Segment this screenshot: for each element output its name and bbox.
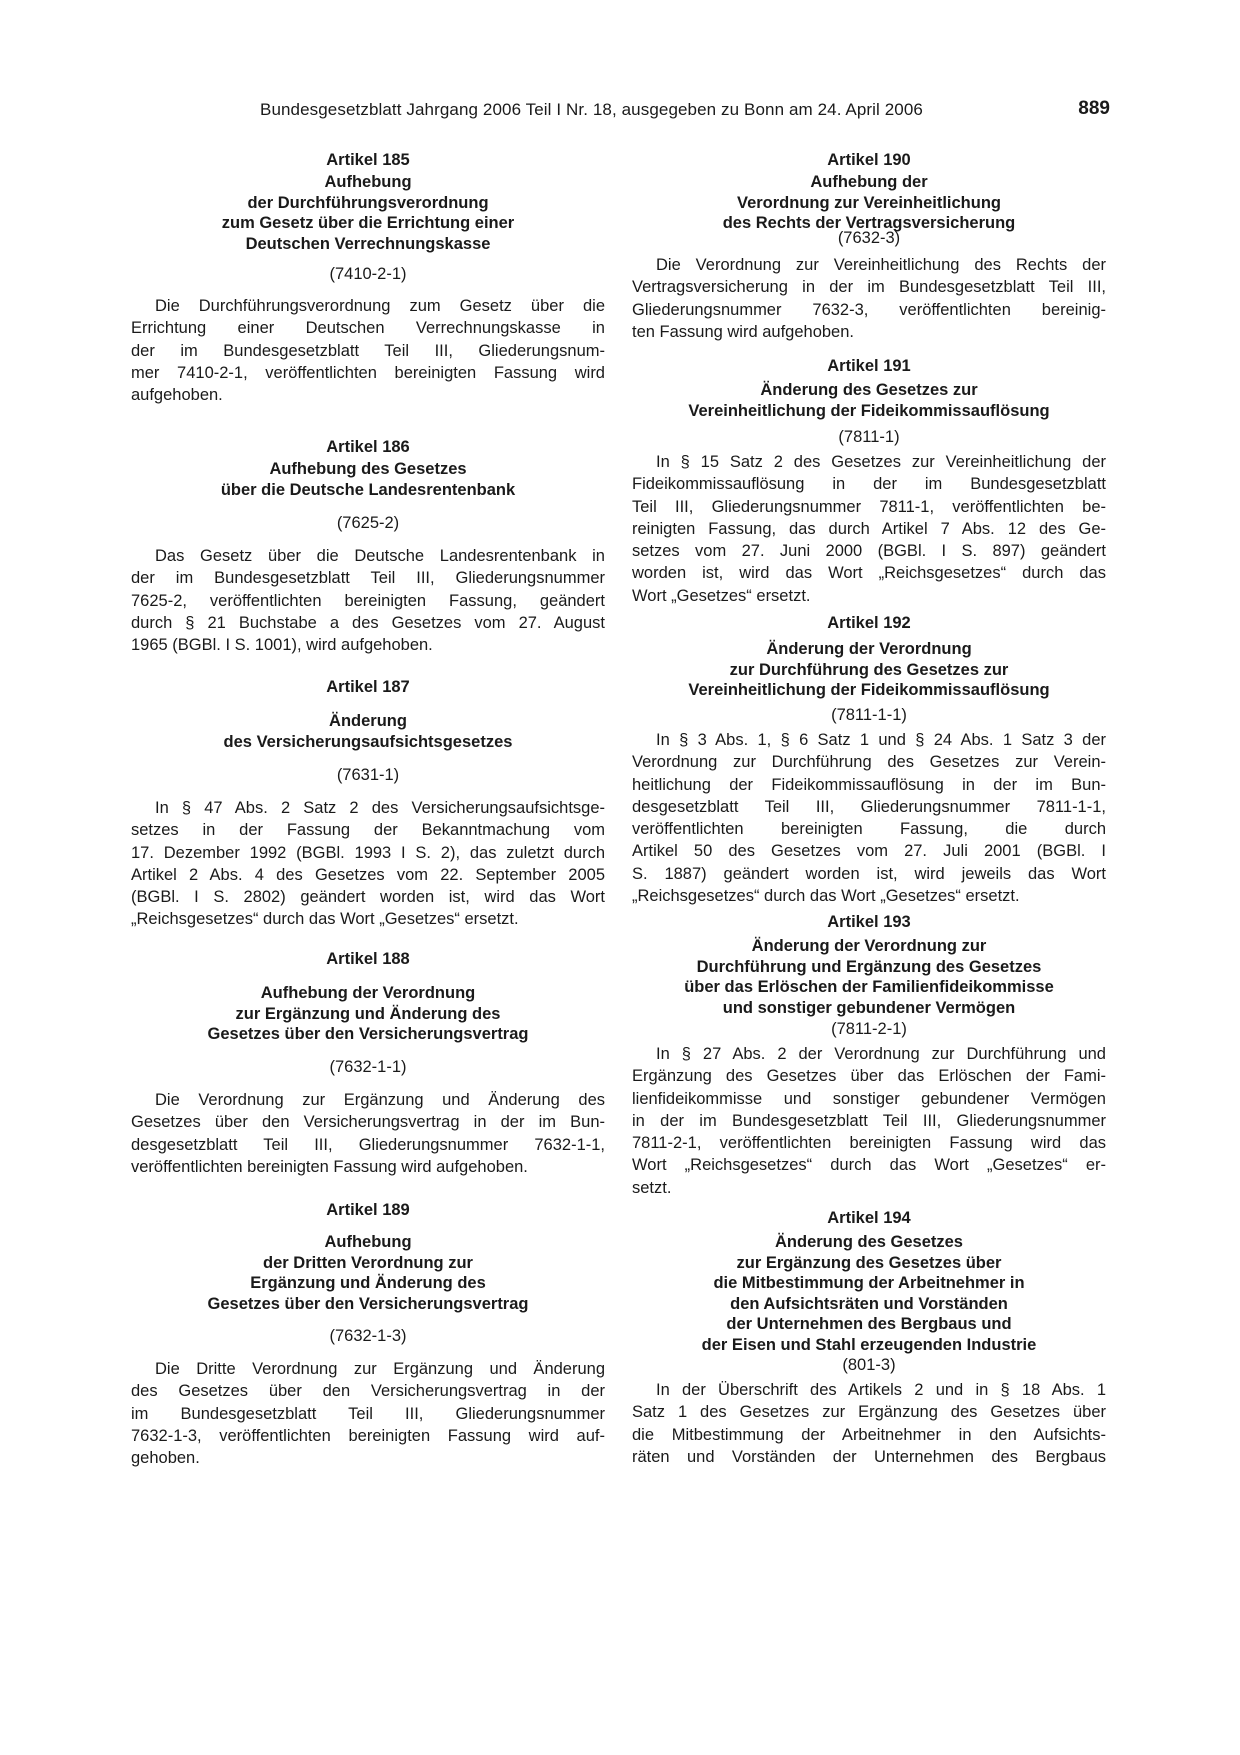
article-body-line: aufgehoben.	[131, 386, 223, 405]
article-title-line: der Unternehmen des Bergbaus und	[726, 1315, 1012, 1333]
article-body-line: In § 3 Abs. 1, § 6 Satz 1 und § 24 Abs. 1 Satz 3 der	[656, 731, 1106, 749]
article-body-line: 7625-2, veröffentlichten bereinigten Fassung, geändert	[131, 591, 605, 610]
article-body-line: 7632-1-3, veröffentlichten bereinigten Fassung wird auf-	[131, 1426, 605, 1445]
article-number: Artikel 194	[827, 1209, 911, 1227]
article-body-line: setzt.	[632, 1178, 672, 1197]
article-body-line: Gesetzes über den Versicherungsvertrag in der im Bun-	[131, 1113, 605, 1132]
article-body-line: setzes in der Fassung der Bekanntmachung vom	[131, 821, 605, 840]
article-title	[131, 711, 605, 752]
article-number: Artikel 189	[326, 1201, 410, 1219]
article-title-line: Änderung des Gesetzes zur	[760, 381, 978, 399]
article-body	[131, 295, 605, 406]
article-body-line: Das Gesetz über die Deutsche Landesrentenbank in	[155, 547, 605, 565]
article-body-line: In der Überschrift des Artikels 2 und in § 18 Abs. 1	[656, 1381, 1106, 1399]
article-body-line: veröffentlichten bereinigten Fassung, die durch	[632, 820, 1106, 839]
article-body-line: desgesetzblatt Teil III, Gliederungsnummer 7632-1-1,	[131, 1135, 605, 1154]
article-body-line: desgesetzblatt Teil III, Gliederungsnummer 7811-1-1,	[632, 797, 1106, 816]
article-code: (7811-2-1)	[831, 1020, 907, 1038]
article-body-line: (BGBl. I S. 2802) geändert worden ist, wird das Wort	[131, 888, 605, 907]
article-number: Artikel 190	[827, 151, 911, 169]
article-title	[632, 172, 1106, 234]
article-body	[131, 545, 605, 656]
article-body-line: des Gesetzes über den Versicherungsvertrag in der	[131, 1382, 605, 1401]
article-code: (7625-2)	[336, 514, 400, 532]
article-title-line: der Durchführungsverordnung	[247, 193, 489, 212]
article-body	[131, 797, 605, 931]
article-body-line: Die Durchführungsverordnung zum Gesetz über die	[155, 297, 605, 315]
article-title-line: Aufhebung	[324, 1233, 412, 1251]
article-body-line: In § 47 Abs. 2 Satz 2 des Versicherungsaufsichtsge-	[155, 799, 605, 817]
article-title-line: Durchführung und Ergänzung des Gesetzes	[696, 957, 1042, 976]
article-title-line: Aufhebung des Gesetzes	[269, 460, 467, 478]
article-body-line: In § 15 Satz 2 des Gesetzes zur Vereinheitlichung der	[656, 453, 1106, 471]
article-body-line: Ergänzung des Gesetzes über das Erlöschen der Fami-	[632, 1067, 1106, 1086]
article-body	[632, 1043, 1106, 1199]
article-body-line: In § 27 Abs. 2 der Verordnung zur Durchführung und	[656, 1045, 1106, 1063]
article-title-line: der Eisen und Stahl erzeugenden Industrie	[701, 1335, 1037, 1354]
article-body-line: „Reichsgesetzes“ durch das Wort „Gesetzes“ ersetzt.	[632, 887, 1020, 906]
article-title	[632, 936, 1106, 1018]
article-body	[632, 451, 1106, 607]
article-body-line: Die Dritte Verordnung zur Ergänzung und Änderung	[155, 1360, 605, 1378]
article-title-line: Gesetzes über den Versicherungsvertrag	[207, 1294, 529, 1313]
article-number: Artikel 185	[326, 151, 410, 169]
article-title	[632, 639, 1106, 701]
article-body	[131, 1089, 605, 1178]
article-body-line: Fideikommissauflösung in der im Bundesgesetzblatt	[632, 475, 1106, 494]
article-title-line: Vereinheitlichung der Fideikommissauflösung	[688, 681, 1050, 699]
article-number: Artikel 187	[326, 678, 410, 696]
article-body-line: S. 1887) geändert worden ist, wird jeweils das Wort	[632, 864, 1106, 883]
article-body-line: gehoben.	[131, 1449, 200, 1468]
page-number: 889	[1078, 98, 1110, 119]
article-body	[632, 1379, 1106, 1468]
article-title-line: zur Ergänzung und Änderung des	[235, 1004, 501, 1023]
article-title	[632, 1232, 1106, 1355]
article-code: (7632-1-3)	[329, 1327, 407, 1345]
article-title-line: zur Ergänzung des Gesetzes über	[736, 1253, 1002, 1272]
article-code: (7631-1)	[336, 766, 400, 784]
article-title-line: des Rechts der Vertragsversicherung	[722, 214, 1016, 232]
article-code: (7811-1)	[838, 428, 900, 446]
article-body-line: Die Verordnung zur Ergänzung und Änderung des	[155, 1091, 605, 1109]
article-body-line: 17. Dezember 1992 (BGBl. 1993 I S. 2), das zuletzt durch	[131, 843, 605, 862]
article-title-line: Verordnung zur Vereinheitlichung	[736, 193, 1002, 212]
article-body-line: heitlichung der Fideikommissauflösung in der im Bun-	[632, 775, 1106, 794]
article-body-line: im Bundesgesetzblatt Teil III, Gliederungsnummer	[131, 1404, 605, 1423]
article-body-line: Artikel 50 des Gesetzes vom 27. Juli 2001 (BGBl. I	[632, 842, 1106, 861]
article-body-line: worden ist, wird das Wort „Reichsgesetzes“ durch das	[632, 564, 1106, 583]
article-title-line: der Dritten Verordnung zur	[263, 1253, 473, 1272]
article-body-line: der im Bundesgesetzblatt Teil III, Gliederungsnum-	[131, 341, 605, 360]
article-body	[632, 729, 1106, 907]
article-title	[632, 380, 1106, 421]
article-title-line: und sonstiger gebundener Vermögen	[722, 998, 1016, 1017]
article-body-line: setzes vom 27. Juni 2000 (BGBl. I S. 897) geändert	[632, 542, 1106, 561]
article-title-line: über das Erlöschen der Familienfideikommisse	[684, 978, 1054, 996]
article-title-line: Gesetzes über den Versicherungsvertrag	[207, 1025, 529, 1043]
article-title-line: Änderung des Gesetzes	[775, 1233, 963, 1251]
article-body-line: lienfideikommisse und sonstiger gebundener Vermögen	[632, 1089, 1106, 1108]
article-number: Artikel 186	[326, 438, 410, 456]
article-title	[131, 983, 605, 1045]
article-body-line: Vertragsversicherung in der im Bundesgesetzblatt Teil III,	[632, 278, 1106, 297]
article-body-line: veröffentlichten bereinigten Fassung wird aufgehoben.	[131, 1157, 528, 1176]
article-body-line: mer 7410-2-1, veröffentlichten bereinigten Fassung wird	[131, 363, 605, 382]
article-body-line: in der im Bundesgesetzblatt Teil III, Gliederungsnummer	[632, 1111, 1106, 1130]
article-body-line: ten Fassung wird aufgehoben.	[632, 322, 854, 341]
article-title-line: über die Deutsche Landesrentenbank	[220, 480, 516, 499]
article-title-line: Aufhebung	[324, 173, 412, 191]
article-body-line: Wort „Gesetzes“ ersetzt.	[632, 586, 811, 605]
article-code: (7811-1-1)	[831, 706, 907, 724]
article-body-line: der im Bundesgesetzblatt Teil III, Gliederungsnummer	[131, 569, 605, 588]
article-number: Artikel 192	[827, 614, 911, 632]
article-body-line: Die Verordnung zur Vereinheitlichung des Rechts der	[656, 256, 1106, 274]
article-title-line: des Versicherungsaufsichtsgesetzes	[223, 732, 513, 751]
article-body	[632, 254, 1106, 343]
article-title	[131, 1232, 605, 1314]
article-body-line: 7811-2-1, veröffentlichten bereinigten Fassung wird das	[632, 1134, 1106, 1153]
article-code: (7632-3)	[837, 229, 901, 247]
article-body-line: Artikel 2 Abs. 4 des Gesetzes vom 22. September 2005	[131, 865, 605, 884]
article-title	[131, 172, 605, 254]
article-code: (7632-1-1)	[329, 1058, 407, 1076]
article-title-line: Änderung der Verordnung zur	[751, 937, 987, 955]
article-title-line: Änderung der Verordnung	[766, 640, 972, 658]
article-number: Artikel 191	[827, 357, 911, 375]
article-title-line: die Mitbestimmung der Arbeitnehmer in	[713, 1274, 1025, 1292]
article-body-line: Errichtung einer Deutschen Verrechnungskasse in	[131, 319, 605, 338]
article-body-line: Verordnung zur Durchführung des Gesetzes zur Verein-	[632, 753, 1106, 772]
header-text: Bundesgesetzblatt Jahrgang 2006 Teil I Nr. 18, ausgegeben zu Bonn am 24. April 2006	[260, 100, 923, 119]
article-number: Artikel 188	[326, 950, 410, 968]
article-code: (7410-2-1)	[329, 265, 407, 283]
page-header	[130, 100, 1110, 124]
article-title-line: Änderung	[329, 712, 407, 730]
article-title-line: Aufhebung der	[810, 173, 928, 191]
article-body-line: reinigten Fassung, das durch Artikel 7 Abs. 12 des Ge-	[632, 519, 1106, 538]
article-body-line: Satz 1 des Gesetzes zur Ergänzung des Gesetzes über	[632, 1403, 1106, 1422]
article-title-line: Vereinheitlichung der Fideikommissauflösung	[688, 401, 1050, 420]
article-title-line: zur Durchführung des Gesetzes zur	[729, 660, 1009, 679]
article-body-line: Teil III, Gliederungsnummer 7811-1, veröffentlichten be-	[632, 497, 1106, 516]
article-body	[131, 1358, 605, 1469]
article-title-line: den Aufsichtsräten und Vorständen	[730, 1294, 1008, 1313]
article-body-line: 1965 (BGBl. I S. 1001), wird aufgehoben.	[131, 636, 433, 655]
article-body-line: Wort „Reichsgesetzes“ durch das Wort „Gesetzes“ er-	[632, 1156, 1106, 1175]
article-title-line: Aufhebung der Verordnung	[260, 984, 476, 1002]
article-body-line: Gliederungsnummer 7632-3, veröffentlichten bereinig-	[632, 300, 1106, 319]
article-code: (801-3)	[842, 1356, 896, 1374]
article-body-line: die Mitbestimmung der Arbeitnehmer in den Aufsichts-	[632, 1425, 1106, 1444]
article-title-line: zum Gesetz über die Errichtung einer	[221, 214, 515, 232]
article-body-line: räten und Vorständen der Unternehmen des Bergbaus	[632, 1447, 1106, 1466]
article-title	[131, 459, 605, 500]
article-title-line: Ergänzung und Änderung des	[250, 1274, 486, 1292]
article-number: Artikel 193	[827, 913, 911, 931]
article-body-line: „Reichsgesetzes“ durch das Wort „Gesetzes“ ersetzt.	[131, 910, 519, 929]
article-title-line: Deutschen Verrechnungskasse	[245, 234, 491, 253]
article-body-line: durch § 21 Buchstabe a des Gesetzes vom 27. August	[131, 613, 605, 632]
